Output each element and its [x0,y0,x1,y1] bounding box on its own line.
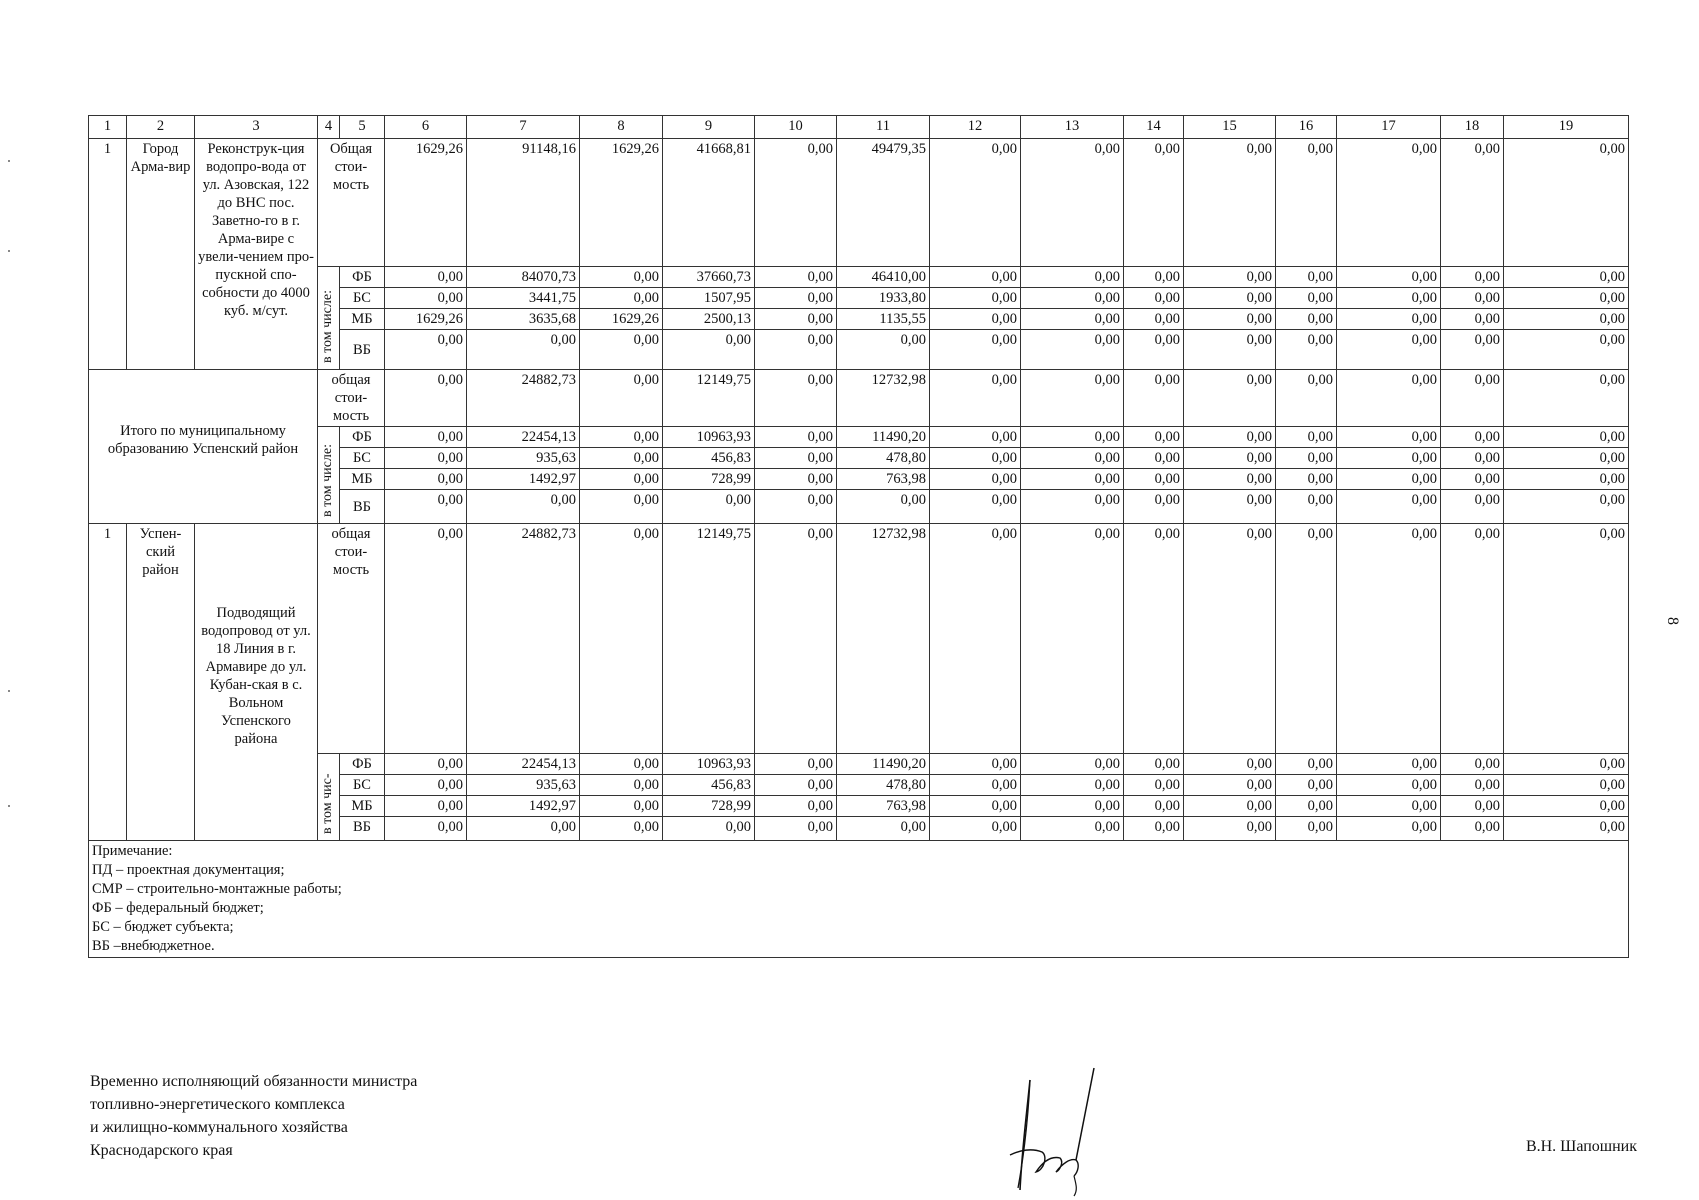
value-cell: 24882,73 [467,524,580,754]
value-cell: 0,00 [755,469,837,490]
column-number-header: 10 [755,116,837,139]
value-cell: 0,00 [930,309,1021,330]
object-description: Реконструк-ция водопро-вода от ул. Азовская, 122 до ВНС пос. Заветно-го в г. Арма-вире с увели-чением про-пускной спо-собности до 4000 куб. м/сут. [195,139,318,370]
value-cell: 0,00 [1337,370,1441,427]
value-cell: 1135,55 [837,309,930,330]
value-cell: 0,00 [1276,267,1337,288]
notes-row [89,841,1629,958]
value-cell: 0,00 [1276,448,1337,469]
value-cell: 0,00 [755,754,837,775]
value-cell: 0,00 [755,370,837,427]
value-cell: 0,00 [1021,490,1124,524]
value-cell: 0,00 [755,288,837,309]
value-cell: 0,00 [1124,775,1184,796]
value-cell: 0,00 [1124,754,1184,775]
value-cell: 0,00 [1124,288,1184,309]
value-cell: 0,00 [1124,796,1184,817]
signer-name: В.Н. Шапошник [1525,1138,1637,1155]
column-number-header: 5 [340,116,385,139]
value-cell: 728,99 [663,469,755,490]
in-that-number-label [318,267,340,370]
funding-code: МБ [340,796,385,817]
value-cell: 0,00 [1337,490,1441,524]
in-that-number-label [318,427,340,524]
value-cell: 0,00 [580,490,663,524]
value-cell: 3635,68 [467,309,580,330]
value-cell: 0,00 [1276,330,1337,370]
value-cell: 0,00 [1441,754,1504,775]
value-cell: 0,00 [930,817,1021,841]
value-cell: 0,00 [1124,524,1184,754]
value-cell: 91148,16 [467,139,580,267]
value-cell: 0,00 [1021,370,1124,427]
column-number-header: 17 [1337,116,1441,139]
value-cell: 10963,93 [663,427,755,448]
funding-code: ВБ [340,490,385,524]
value-cell: 0,00 [1504,469,1629,490]
value-cell: 0,00 [1441,427,1504,448]
column-number-header: 3 [195,116,318,139]
value-cell: 1507,95 [663,288,755,309]
signer-title-line: и жилищно-коммунального хозяйства [90,1119,348,1136]
value-cell: 0,00 [580,370,663,427]
value-cell: 24882,73 [467,370,580,427]
note-line: ВБ –внебюджетное. [92,938,215,954]
column-number-header: 7 [467,116,580,139]
value-cell: 0,00 [1184,267,1276,288]
value-cell: 0,00 [385,796,467,817]
value-cell: 0,00 [1337,448,1441,469]
value-cell: 0,00 [1276,370,1337,427]
value-cell: 0,00 [1184,139,1276,267]
value-cell: 0,00 [1124,267,1184,288]
value-cell: 0,00 [467,817,580,841]
value-cell: 0,00 [755,267,837,288]
value-cell: 0,00 [385,427,467,448]
value-cell: 0,00 [385,288,467,309]
table-row [89,139,1629,267]
value-cell: 0,00 [1184,524,1276,754]
value-cell: 935,63 [467,775,580,796]
value-cell: 22454,13 [467,427,580,448]
handwritten-signature [990,1060,1100,1200]
value-cell: 0,00 [755,775,837,796]
value-cell: 0,00 [930,330,1021,370]
vertical-label-text: в том числе: [319,444,335,517]
value-cell: 0,00 [385,330,467,370]
value-cell: 0,00 [1276,817,1337,841]
table-row [89,524,1629,754]
column-number-header: 18 [1441,116,1504,139]
value-cell: 0,00 [930,775,1021,796]
value-cell: 0,00 [1124,490,1184,524]
note-line: СМР – строительно-монтажные работы; [92,881,342,897]
value-cell: 0,00 [1337,330,1441,370]
value-cell: 0,00 [1337,469,1441,490]
value-cell: 0,00 [755,448,837,469]
value-cell: 0,00 [580,267,663,288]
value-cell: 0,00 [385,490,467,524]
value-cell: 0,00 [1184,817,1276,841]
value-cell: 0,00 [1504,490,1629,524]
value-cell: 0,00 [580,330,663,370]
value-cell: 0,00 [385,469,467,490]
value-cell: 0,00 [1184,796,1276,817]
value-cell: 0,00 [580,817,663,841]
value-cell: 763,98 [837,469,930,490]
value-cell: 0,00 [1441,775,1504,796]
value-cell: 0,00 [467,330,580,370]
value-cell: 12732,98 [837,370,930,427]
funding-code: ФБ [340,267,385,288]
column-number-header: 4 [318,116,340,139]
value-cell: 12149,75 [663,524,755,754]
value-cell: 0,00 [930,427,1021,448]
value-cell: 1492,97 [467,796,580,817]
value-cell: 0,00 [1184,469,1276,490]
total-cost-label: общая стои-мость [318,524,385,754]
value-cell: 0,00 [580,469,663,490]
column-number-header: 2 [127,116,195,139]
value-cell: 12149,75 [663,370,755,427]
object-description: Подводящий водопровод от ул. 18 Линия в г. Армавире до ул. Кубан-ская в с. Вольном Успенского района [195,524,318,841]
value-cell: 0,00 [1124,370,1184,427]
value-cell: 0,00 [1276,524,1337,754]
column-number-header: 9 [663,116,755,139]
municipality-name: Успен-ский район [127,524,195,841]
value-cell: 0,00 [1504,330,1629,370]
value-cell: 1629,26 [385,309,467,330]
funding-code: БС [340,288,385,309]
value-cell: 11490,20 [837,427,930,448]
value-cell: 0,00 [837,490,930,524]
value-cell: 0,00 [467,490,580,524]
value-cell: 0,00 [1441,139,1504,267]
funding-code: ФБ [340,754,385,775]
value-cell: 0,00 [755,427,837,448]
value-cell: 2500,13 [663,309,755,330]
signer-title-line: топливно-энергетического комплекса [90,1096,345,1113]
value-cell: 3441,75 [467,288,580,309]
value-cell: 456,83 [663,448,755,469]
value-cell: 0,00 [1276,309,1337,330]
notes-heading: Примечание: [92,843,173,859]
value-cell: 0,00 [385,448,467,469]
page-number: 8 [1664,617,1681,625]
column-number-header: 8 [580,116,663,139]
value-cell: 935,63 [467,448,580,469]
value-cell: 0,00 [1021,817,1124,841]
value-cell: 0,00 [663,330,755,370]
column-number-header: 16 [1276,116,1337,139]
value-cell: 0,00 [385,267,467,288]
row-number: 1 [89,524,127,841]
value-cell: 763,98 [837,796,930,817]
signer-title-line: Краснодарского края [90,1142,233,1159]
value-cell: 0,00 [755,309,837,330]
value-cell: 0,00 [1184,370,1276,427]
value-cell: 0,00 [1441,370,1504,427]
value-cell: 0,00 [1276,754,1337,775]
value-cell: 0,00 [1276,796,1337,817]
value-cell: 0,00 [663,490,755,524]
value-cell: 84070,73 [467,267,580,288]
value-cell: 0,00 [1184,490,1276,524]
value-cell: 0,00 [580,448,663,469]
value-cell: 0,00 [930,288,1021,309]
value-cell: 22454,13 [467,754,580,775]
value-cell: 0,00 [1021,139,1124,267]
value-cell: 0,00 [1184,309,1276,330]
value-cell: 0,00 [1504,754,1629,775]
value-cell: 0,00 [1337,288,1441,309]
value-cell: 0,00 [1441,524,1504,754]
column-number-header: 11 [837,116,930,139]
value-cell: 0,00 [1441,817,1504,841]
value-cell: 0,00 [580,775,663,796]
value-cell: 0,00 [1441,267,1504,288]
value-cell: 0,00 [1337,775,1441,796]
value-cell: 0,00 [755,817,837,841]
value-cell: 1933,80 [837,288,930,309]
note-line: БС – бюджет субъекта; [92,919,234,935]
value-cell: 0,00 [1021,796,1124,817]
value-cell: 1629,26 [385,139,467,267]
value-cell: 0,00 [1441,469,1504,490]
in-that-number-label [318,754,340,841]
value-cell: 0,00 [1504,288,1629,309]
value-cell: 0,00 [930,139,1021,267]
value-cell: 41668,81 [663,139,755,267]
table-row [89,370,1629,427]
column-number-header: 12 [930,116,1021,139]
value-cell: 0,00 [1504,448,1629,469]
value-cell: 0,00 [1276,490,1337,524]
value-cell: 0,00 [930,267,1021,288]
value-cell: 0,00 [1504,139,1629,267]
value-cell: 0,00 [755,139,837,267]
value-cell: 0,00 [930,469,1021,490]
value-cell: 478,80 [837,448,930,469]
value-cell: 0,00 [1276,288,1337,309]
column-number-header: 19 [1504,116,1629,139]
value-cell: 0,00 [1504,817,1629,841]
value-cell: 0,00 [580,796,663,817]
value-cell: 37660,73 [663,267,755,288]
value-cell: 0,00 [1184,330,1276,370]
value-cell: 0,00 [1124,469,1184,490]
value-cell: 1629,26 [580,139,663,267]
value-cell: 0,00 [930,524,1021,754]
value-cell: 0,00 [580,754,663,775]
row-number: 1 [89,139,127,370]
value-cell: 0,00 [1276,139,1337,267]
value-cell: 10963,93 [663,754,755,775]
value-cell: 0,00 [1504,309,1629,330]
value-cell: 11490,20 [837,754,930,775]
notes-cell [89,841,1629,958]
value-cell: 728,99 [663,796,755,817]
value-cell: 0,00 [1441,448,1504,469]
value-cell: 1492,97 [467,469,580,490]
value-cell: 0,00 [1337,817,1441,841]
value-cell: 0,00 [837,817,930,841]
value-cell: 0,00 [755,490,837,524]
value-cell: 0,00 [1184,288,1276,309]
value-cell: 0,00 [930,796,1021,817]
value-cell: 0,00 [755,330,837,370]
note-line: ПД – проектная документация; [92,862,285,878]
value-cell: 0,00 [1337,309,1441,330]
value-cell: 0,00 [1441,330,1504,370]
value-cell: 0,00 [1504,370,1629,427]
vertical-label-text: в том числе: [319,290,335,363]
value-cell: 0,00 [1184,448,1276,469]
value-cell: 46410,00 [837,267,930,288]
value-cell: 0,00 [930,754,1021,775]
value-cell: 0,00 [1441,288,1504,309]
value-cell: 1629,26 [580,309,663,330]
value-cell: 0,00 [663,817,755,841]
funding-code: МБ [340,469,385,490]
value-cell: 0,00 [1337,754,1441,775]
funding-code: ФБ [340,427,385,448]
value-cell: 0,00 [1504,796,1629,817]
funding-code: ВБ [340,330,385,370]
value-cell: 0,00 [837,330,930,370]
value-cell: 0,00 [930,370,1021,427]
value-cell: 0,00 [1021,524,1124,754]
value-cell: 0,00 [1504,427,1629,448]
budget-table [88,115,1629,958]
value-cell: 0,00 [1021,775,1124,796]
column-number-header: 15 [1184,116,1276,139]
budget-table-sheet [88,115,1629,958]
value-cell: 0,00 [1276,775,1337,796]
value-cell: 0,00 [755,796,837,817]
value-cell: 0,00 [385,370,467,427]
funding-code: БС [340,448,385,469]
value-cell: 0,00 [1504,775,1629,796]
column-number-header: 14 [1124,116,1184,139]
value-cell: 0,00 [580,524,663,754]
value-cell: 0,00 [1184,775,1276,796]
value-cell: 0,00 [1504,267,1629,288]
value-cell: 0,00 [1021,267,1124,288]
table-row [89,427,1629,448]
value-cell: 0,00 [580,427,663,448]
value-cell: 0,00 [1021,754,1124,775]
column-number-row [89,116,1629,139]
value-cell: 0,00 [1441,490,1504,524]
value-cell: 0,00 [1337,139,1441,267]
value-cell: 49479,35 [837,139,930,267]
funding-code: МБ [340,309,385,330]
funding-code: ВБ [340,817,385,841]
value-cell: 0,00 [1184,427,1276,448]
value-cell: 0,00 [1021,427,1124,448]
value-cell: 0,00 [1276,427,1337,448]
column-number-header: 13 [1021,116,1124,139]
value-cell: 0,00 [1124,427,1184,448]
total-cost-label: общая стои-мость [318,370,385,427]
value-cell: 0,00 [1124,817,1184,841]
municipality-name: Город Арма-вир [127,139,195,370]
value-cell: 0,00 [1021,288,1124,309]
value-cell: 478,80 [837,775,930,796]
municipality-total-label: Итого по муниципальному образованию Успенский район [89,370,318,524]
value-cell: 0,00 [755,524,837,754]
value-cell: 0,00 [385,754,467,775]
value-cell: 0,00 [385,817,467,841]
value-cell: 0,00 [385,524,467,754]
value-cell: 456,83 [663,775,755,796]
total-cost-label: Общая стои-мость [318,139,385,267]
value-cell: 0,00 [1124,139,1184,267]
value-cell: 12732,98 [837,524,930,754]
table-row [89,267,1629,288]
value-cell: 0,00 [1441,309,1504,330]
signer-title-line: Временно исполняющий обязанности министра [90,1073,418,1090]
value-cell: 0,00 [1441,796,1504,817]
value-cell: 0,00 [1184,754,1276,775]
value-cell: 0,00 [1124,448,1184,469]
value-cell: 0,00 [1021,309,1124,330]
value-cell: 0,00 [1021,330,1124,370]
value-cell: 0,00 [1021,448,1124,469]
table-row [89,754,1629,775]
vertical-label-text: в том чис- [319,773,335,834]
value-cell: 0,00 [1124,309,1184,330]
value-cell: 0,00 [1504,524,1629,754]
value-cell: 0,00 [930,448,1021,469]
value-cell: 0,00 [930,490,1021,524]
column-number-header: 1 [89,116,127,139]
value-cell: 0,00 [385,775,467,796]
column-number-header: 6 [385,116,467,139]
signature-block [90,1070,417,1162]
value-cell: 0,00 [1124,330,1184,370]
note-line: ФБ – федеральный бюджет; [92,900,264,916]
value-cell: 0,00 [580,288,663,309]
value-cell: 0,00 [1337,267,1441,288]
value-cell: 0,00 [1276,469,1337,490]
value-cell: 0,00 [1337,796,1441,817]
value-cell: 0,00 [1337,524,1441,754]
value-cell: 0,00 [1337,427,1441,448]
value-cell: 0,00 [1021,469,1124,490]
funding-code: БС [340,775,385,796]
